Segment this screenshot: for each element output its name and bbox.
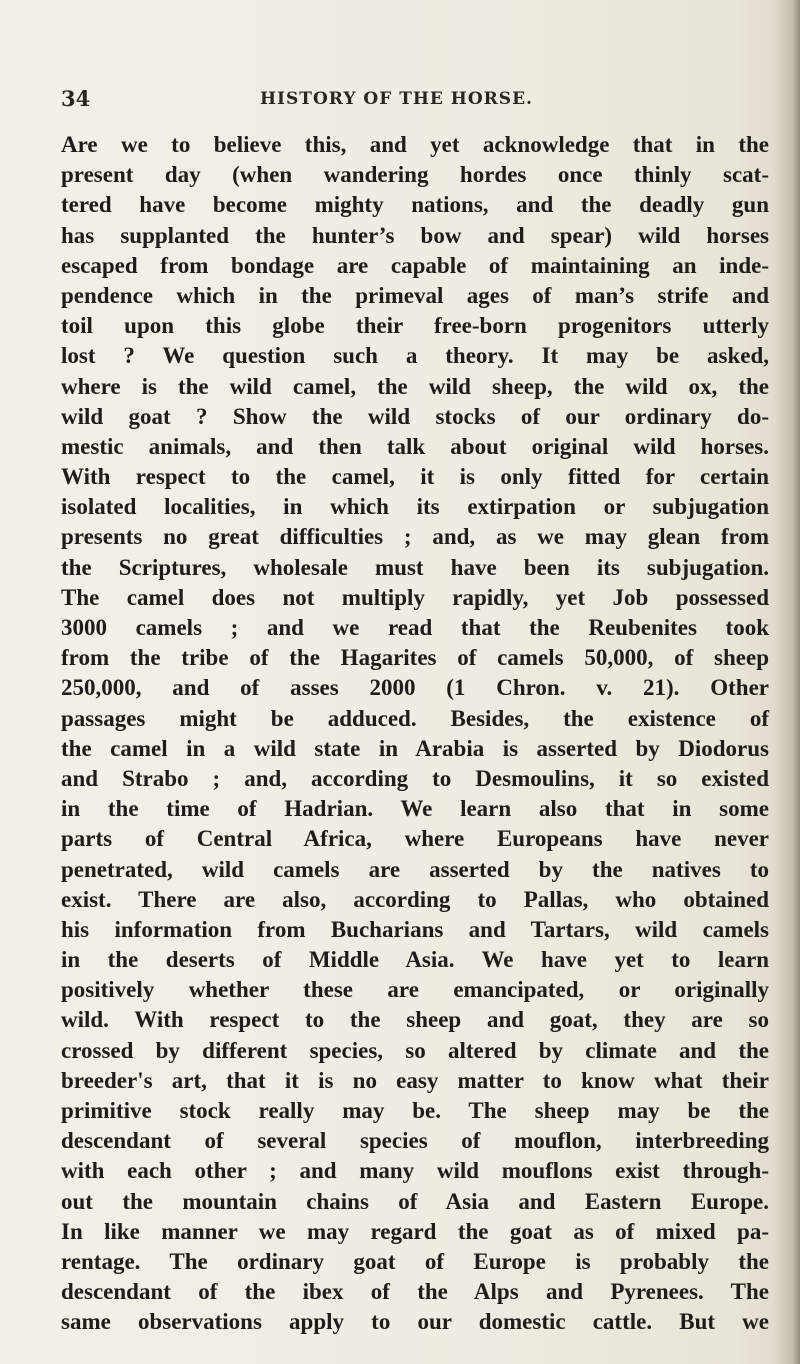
- text-line: lost ? We question such a theory. It may be asked,: [61, 343, 769, 369]
- text-line: the camel in a wild state in Arabia is asserted by Diodorus: [61, 735, 769, 761]
- text-line: has supplanted the hunter’s bow and spear) wild horses: [61, 222, 769, 248]
- text-line: With respect to the camel, it is only fitted for certain: [61, 464, 769, 490]
- text-line: out the mountain chains of Asia and Eastern Europe.: [61, 1188, 769, 1214]
- text-line: present day (when wandering hordes once thinly scat-: [61, 162, 769, 188]
- text-line: isolated localities, in which its extirpation or subjugation: [61, 494, 769, 520]
- text-line: descendant of several species of mouflon, interbreeding: [61, 1128, 769, 1154]
- text-line: breeder's art, that it is no easy matter to know what their: [61, 1067, 769, 1093]
- text-line: Are we to believe this, and yet acknowledge that in the: [61, 132, 769, 157]
- text-line: positively whether these are emancipated, or originally: [61, 977, 769, 1003]
- text-line: with each other ; and many wild mouflons exist through-: [61, 1158, 769, 1184]
- text-line: pendence which in the primeval ages of man’s strife and: [61, 282, 769, 308]
- text-line: penetrated, wild camels are asserted by the natives to: [61, 856, 769, 882]
- text-line: presents no great difficulties ; and, as we may glean from: [61, 524, 769, 550]
- text-line: In like manner we may regard the goat as of mixed pa-: [61, 1218, 769, 1244]
- text-line: his information from Bucharians and Tartars, wild camels: [61, 916, 769, 942]
- text-line: tered have become mighty nations, and the deadly gun: [61, 192, 769, 218]
- text-line: primitive stock really may be. The sheep may be the: [61, 1098, 769, 1123]
- text-line: escaped from bondage are capable of maintaining an inde-: [61, 252, 769, 278]
- text-line: parts of Central Africa, where Europeans have never: [61, 826, 769, 852]
- text-line: rentage. The ordinary goat of Europe is probably the: [61, 1248, 769, 1274]
- text-line: mestic animals, and then talk about original wild horses.: [61, 433, 769, 459]
- text-line: wild. With respect to the sheep and goat, they are so: [61, 1007, 769, 1033]
- text-line: crossed by different species, so altered by climate and the: [61, 1037, 769, 1063]
- running-head: HISTORY OF THE HORSE.: [260, 89, 533, 109]
- text-line: 3000 camels ; and we read that the Reubenites took: [61, 615, 769, 640]
- text-line: passages might be adduced. Besides, the existence of: [61, 705, 769, 731]
- text-line: toil upon this globe their free-born progenitors utterly: [61, 313, 769, 339]
- text-line: in the time of Hadrian. We learn also that in some: [61, 796, 769, 822]
- text-line: exist. There are also, according to Pallas, who obtained: [61, 886, 769, 912]
- text-line: wild goat ? Show the wild stocks of our ordinary do-: [61, 403, 769, 429]
- text-line: where is the wild camel, the wild sheep, the wild ox, the: [61, 373, 769, 399]
- text-line: same observations apply to our domestic cattle. But we: [61, 1309, 769, 1335]
- text-line: from the tribe of the Hagarites of camels 50,000, of sheep: [61, 645, 769, 671]
- page-header: [61, 86, 751, 116]
- text-line: 250,000, and of asses 2000 (1 Chron. v. 21). Other: [61, 675, 769, 701]
- text-line: descendant of the ibex of the Alps and Pyrenees. The: [61, 1279, 769, 1305]
- text-line: and Strabo ; and, according to Desmoulins, it so existed: [61, 765, 769, 791]
- body-text: [61, 130, 781, 1338]
- text-line: in the deserts of Middle Asia. We have yet to learn: [61, 947, 769, 973]
- page-number: 34: [61, 86, 91, 111]
- text-line: The camel does not multiply rapidly, yet Job possessed: [61, 584, 769, 610]
- text-line: the Scriptures, wholesale must have been its subjugation.: [61, 554, 769, 580]
